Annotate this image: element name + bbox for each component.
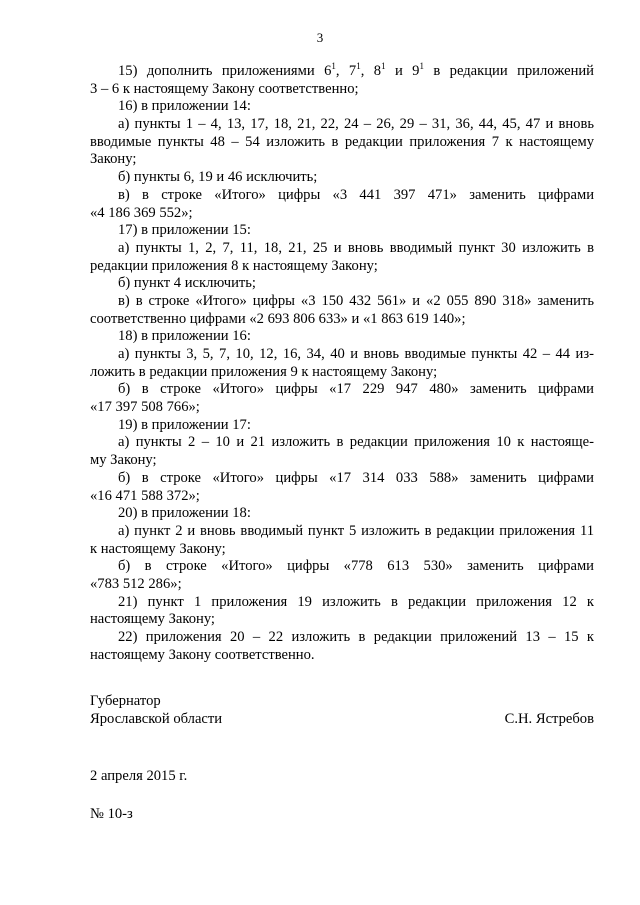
text-line: в) в строке «Итого» цифры «3 150 432 561» и «2 055 890 318» заменить bbox=[118, 292, 594, 309]
text-line: настоящему Закону; bbox=[90, 611, 215, 628]
text-line: му Закону; bbox=[90, 452, 157, 469]
text-line: 19) в приложении 17: bbox=[118, 416, 251, 433]
text-line: б) пункты 6, 19 и 46 исключить; bbox=[118, 169, 318, 186]
text-line: а) пункты 1 – 4, 13, 17, 18, 21, 22, 24 – 26, 29 – 31, 36, 44, 45, 47 и вновь bbox=[118, 116, 594, 133]
law-amendments-text bbox=[90, 63, 594, 664]
page-number: 3 bbox=[316, 30, 324, 45]
text-line-15: 15) дополнить приложениями $6^1$, $7^1$, $8^1$ и $9^1$ в редакции приложений bbox=[118, 61, 594, 79]
text-line: 20) в приложении 18: bbox=[118, 505, 251, 522]
text-line: к настоящему Закону; bbox=[90, 540, 226, 557]
text-line: а) пункты 2 – 10 и 21 изложить в редакции приложения 10 к настояще- bbox=[118, 434, 594, 451]
text-line: а) пункты 3, 5, 7, 10, 12, 16, 34, 40 и вновь вводимые пункты 42 – 44 из- bbox=[118, 346, 594, 362]
signatory-title-1: Губернатор bbox=[90, 693, 161, 709]
signature-block bbox=[90, 693, 594, 728]
text-line: 21) пункт 1 приложения 19 изложить в редакции приложения 12 к bbox=[118, 593, 594, 610]
text-line: б) в строке «Итого» цифры «17 229 947 480» заменить цифрами bbox=[118, 381, 594, 398]
document-date: 2 апреля 2015 г. bbox=[90, 768, 188, 784]
text-line: в) в строке «Итого» цифры «3 441 397 471» заменить цифрами bbox=[118, 186, 594, 203]
text-line: ложить в редакции приложения 9 к настоящему Закону; bbox=[90, 363, 438, 380]
signatory-name: С.Н. Ястребов bbox=[504, 710, 594, 727]
text-line: настоящему Закону соответственно. bbox=[90, 646, 315, 663]
text-line: б) пункт 4 исключить; bbox=[118, 275, 256, 292]
text-line: «4 186 369 552»; bbox=[90, 204, 193, 221]
text-line: б) в строке «Итого» цифры «778 613 530» заменить цифрами bbox=[118, 558, 594, 575]
text-line: «783 512 286»; bbox=[90, 575, 182, 592]
text-line: а) пункты 1, 2, 7, 11, 18, 21, 25 и вновь вводимый пункт 30 изложить в bbox=[118, 239, 594, 256]
text-lines bbox=[90, 81, 594, 665]
text-line: редакции приложения 8 к настоящему Закону; bbox=[90, 257, 378, 274]
text-line: 17) в приложении 15: bbox=[118, 222, 251, 239]
text-line: а) пункт 2 и вновь вводимый пункт 5 изложить в редакции приложения 11 bbox=[118, 522, 594, 539]
text-line: 22) приложения 20 – 22 изложить в редакции приложений 13 – 15 к bbox=[118, 629, 594, 645]
text-line: 3 – 6 к настоящему Закону соответственно; bbox=[90, 80, 359, 97]
text-line: 18) в приложении 16: bbox=[118, 328, 251, 345]
text-line: б) в строке «Итого» цифры «17 314 033 588» заменить цифрами bbox=[118, 469, 594, 486]
text-line: 16) в приложении 14: bbox=[118, 98, 251, 115]
document-number: № 10-з bbox=[90, 806, 133, 822]
text-line: Закону; bbox=[90, 151, 137, 168]
signatory-title-2: Ярославской области bbox=[90, 710, 223, 727]
text-line: «16 471 588 372»; bbox=[90, 487, 200, 504]
text-line: «17 397 508 766»; bbox=[90, 399, 200, 416]
text-line: вводимые пункты 48 – 54 изложить в редакции приложения 7 к настоящему bbox=[90, 133, 594, 150]
text-line: соответственно цифрами «2 693 806 633» и «1 863 619 140»; bbox=[90, 310, 466, 327]
